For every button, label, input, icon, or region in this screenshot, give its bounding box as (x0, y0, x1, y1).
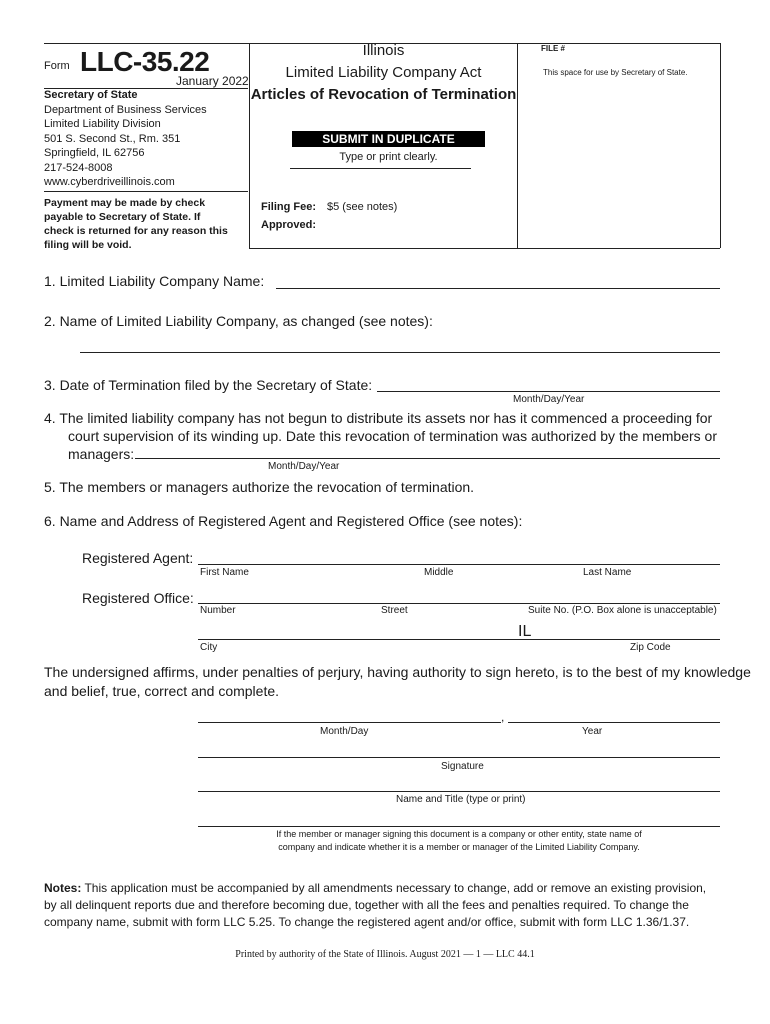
approved-label: Approved: (261, 219, 316, 231)
header-bottom-rule (249, 248, 720, 249)
office-city-caption: City (200, 642, 218, 653)
year-field[interactable] (508, 722, 720, 723)
item4-date-format: Month/Day/Year (268, 461, 340, 472)
notes-line: This application must be accompanied by all amendments necessary to change, add or remove an existing provision, (81, 881, 707, 895)
registered-agent-field[interactable] (198, 564, 720, 565)
item4-line: managers: (68, 446, 135, 462)
signature-field[interactable] (198, 757, 720, 758)
year-caption: Year (582, 726, 603, 737)
payment-note-line: check is returned for any reason this (44, 225, 228, 237)
office-suite-caption: Suite No. (P.O. Box alone is unacceptable) (528, 605, 717, 616)
office-website: www.cyberdriveillinois.com (44, 176, 175, 188)
signature-caption: Signature (441, 761, 484, 772)
item3-date-format: Month/Day/Year (513, 394, 585, 405)
page-footer: Printed by authority of the State of Illinois. August 2021 — 1 — LLC 44.1 (235, 949, 535, 960)
office-block-rule (44, 191, 248, 192)
payment-note-line: Payment may be made by check (44, 197, 206, 209)
name-title-caption: Name and Title (type or print) (396, 794, 526, 805)
affirmation-line: The undersigned affirms, under penalties of perjury, having authority to sign hereto, is to the best of my knowledge (44, 664, 751, 680)
item5-label: 5. The members or managers authorize the revocation of termination. (44, 479, 475, 495)
revocation-date-field[interactable] (135, 458, 720, 459)
termination-date-field[interactable] (377, 391, 720, 392)
registered-office-city-field[interactable] (198, 639, 720, 640)
notes-block (44, 880, 706, 931)
changed-name-field[interactable] (80, 352, 720, 353)
item4-line: court supervision of its winding up. Date this revocation of termination was authorized by the members or (68, 428, 717, 444)
filing-fee-label: Filing Fee: (261, 201, 316, 213)
agent-last-name-caption: Last Name (583, 567, 632, 578)
item4-line: 4. The limited liability company has not begun to distribute its assets nor has it commenced a proceeding for (44, 410, 713, 426)
payment-note-line: filing will be void. (44, 239, 132, 251)
office-line: 501 S. Second St., Rm. 351 (44, 132, 181, 145)
office-line: Springfield, IL 62756 (44, 147, 145, 159)
affirmation-line: and belief, true, correct and complete. (44, 683, 280, 699)
submit-banner: SUBMIT IN DUPLICATE (292, 131, 485, 147)
item2-label: 2. Name of Limited Liability Company, as changed (see notes): (44, 313, 433, 329)
filing-fee-value: $5 (see notes) (327, 201, 398, 213)
office-line: Department of Business Services (44, 103, 207, 116)
header-divider-right (517, 43, 518, 248)
office-title: Secretary of State (44, 89, 138, 101)
month-day-field[interactable] (198, 722, 501, 723)
notes-line: by all delinquent reports due and therefore becoming due, together with all the fees and penalties required. To change the (44, 898, 689, 912)
agent-first-name-caption: First Name (200, 567, 249, 578)
type-print-note: Type or print clearly. (339, 151, 438, 163)
item4-text (44, 409, 717, 463)
item6-label: 6. Name and Address of Registered Agent and Registered Office (see notes): (44, 513, 523, 529)
notes-label: Notes: (44, 881, 82, 895)
office-zip-caption: Zip Code (630, 642, 671, 653)
entity-note (198, 828, 720, 854)
banner-rule (290, 168, 471, 169)
file-note: This space for use by Secretary of State. (543, 68, 688, 77)
registered-agent-label: Registered Agent: (82, 550, 194, 566)
month-day-caption: Month/Day (320, 726, 369, 737)
form-number: LLC-35.22 (80, 46, 210, 77)
header-divider-edge (720, 43, 721, 248)
entity-note-line: company and indicate whether it is a member or manager of the Limited Liability Company. (278, 842, 640, 852)
affirmation-text (44, 663, 751, 701)
name-title-field[interactable] (198, 791, 720, 792)
form-word: Form (44, 60, 70, 72)
item1-label: 1. Limited Liability Company Name: (44, 273, 265, 289)
office-number-caption: Number (200, 605, 236, 616)
act-name: Limited Liability Company Act (285, 64, 482, 81)
document-title: Articles of Revocation of Termination (250, 86, 517, 103)
llc-name-field[interactable] (276, 288, 720, 289)
entity-note-line: If the member or manager signing this document is a company or other entity, state name of (276, 829, 642, 839)
office-address-block (44, 88, 207, 190)
entity-name-field[interactable] (198, 826, 720, 827)
date-comma: , (501, 710, 505, 724)
office-line: Limited Liability Division (44, 118, 161, 130)
payment-note (44, 196, 228, 252)
item3-label: 3. Date of Termination filed by the Secretary of State: (44, 377, 373, 393)
office-line: 217-524-8008 (44, 161, 113, 174)
registered-office-label: Registered Office: (82, 590, 194, 606)
state-name: Illinois (362, 42, 405, 59)
file-number-label: FILE # (541, 44, 566, 53)
form-date: January 2022 (176, 74, 249, 88)
office-street-caption: Street (381, 605, 408, 616)
registered-office-street-field[interactable] (198, 603, 720, 604)
office-state-value: IL (518, 623, 532, 640)
agent-middle-caption: Middle (424, 567, 454, 578)
payment-note-line: payable to Secretary of State. If (44, 211, 201, 223)
notes-line: company name, submit with form LLC 5.25. To change the registered agent and/or office, submit with form LLC 1.36/1.37. (44, 915, 690, 929)
